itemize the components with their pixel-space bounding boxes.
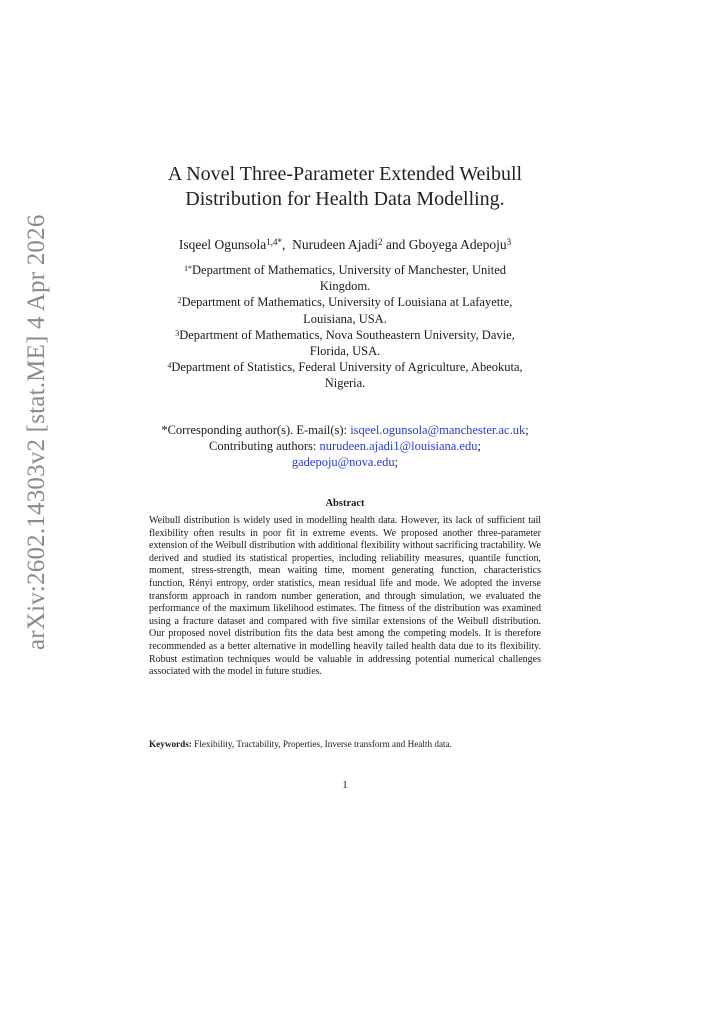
abstract-heading: Abstract (325, 498, 365, 509)
affiliation-item (110, 359, 580, 391)
author-name: Gboyega Adepoju (408, 237, 507, 252)
affiliation-mark: 1* (184, 264, 192, 273)
contributing-line (110, 454, 580, 470)
affiliation-mark: 3 (175, 328, 180, 338)
affiliation-line: Kingdom. (319, 279, 371, 294)
title-line-1: A Novel Three-Parameter Extended Weibull (167, 163, 523, 185)
affiliation-line: Louisiana, USA. (303, 311, 387, 326)
author-name: Nurudeen Ajadi (292, 237, 378, 252)
contributing-email-link[interactable]: gadepoju@nova.edu (291, 455, 395, 470)
punctuation: ; (394, 455, 399, 470)
author-list: Isqeel Ogunsola$^{1,4*}$, Nurudeen Ajadi$^2$ and Gboyega Adepoju$^3$ (178, 237, 512, 252)
punctuation: ; (477, 439, 481, 454)
contributing-line (110, 438, 580, 454)
title-line-2: Distribution for Health Data Modelling. (185, 188, 505, 210)
keywords-line (149, 738, 549, 750)
corresponding-author-block (110, 422, 580, 471)
affiliation-line: Florida, USA. (309, 344, 381, 359)
affiliation-item (110, 262, 580, 294)
author-affiliation-mark: 2 (377, 237, 383, 247)
affiliation-line: Department of Mathematics, University of Manchester, United (192, 263, 506, 277)
corresponding-label: *Corresponding author(s). E-mail(s): (161, 423, 348, 437)
author-affiliation-mark: 3 (506, 237, 512, 247)
page-number: 1 (342, 779, 348, 791)
corresponding-line (110, 422, 580, 438)
affiliation-item (110, 294, 580, 326)
affiliation-mark: 4 (167, 361, 172, 371)
punctuation: ; (525, 423, 529, 437)
affiliation-list (110, 262, 580, 392)
corresponding-email-link[interactable]: isqeel.ogunsola@manchester.ac.uk (350, 423, 526, 437)
affiliation-line: Department of Statistics, Federal University of Agriculture, Abeokuta, (171, 360, 523, 375)
author-affiliation-mark: 1,4* (266, 237, 282, 247)
keywords-label: Keywords: (149, 739, 192, 749)
affiliation-line: Department of Mathematics, Nova Southeastern University, Davie, (179, 327, 515, 342)
contributing-label: Contributing authors: (209, 439, 317, 454)
affiliation-item (110, 327, 580, 359)
arxiv-identifier-stamp: arXiv:2602.14303v2 [stat.ME] 4 Apr 2026 (23, 214, 50, 650)
affiliation-mark: 2 (177, 296, 182, 306)
affiliation-line: Nigeria. (324, 376, 366, 391)
keywords-text: Flexibility, Tractability, Properties, Inverse transform and Health data. (194, 739, 452, 749)
abstract-text: Weibull distribution is widely used in modelling health data. However, its lack of sufficient tail flexibility often results in poor fit in extreme events. We proposed another three-parameter extension of the Weibull distribution with additional flexibility without sacrificing tractability. We derived and studied its statistical properties, including reliability measures, quantile function, moment, stress-strength, mean waiting time, moment generating function, characteristics function, Rényi entropy, order statistics, mean residual life and mode. We adopted the inverse transform approach in random number generation, and through simulation, we evaluated the performance of the maximum likelihood estimates. The fitness of the distribution was examined using a fracture dataset and compared with five similar extensions of the Weibull distribution. Our proposed novel distribution fits the data best among the competing models. It is therefore recommended as a better alternative in modelling heavily tailed health data due to its flexibility. Robust estimation techniques would be valuable in addressing potential numerical challenges associated with the model in future studies. (149, 515, 541, 678)
affiliation-line: Department of Mathematics, University of Louisiana at Lafayette, (181, 295, 513, 310)
author-name: Isqeel Ogunsola (178, 237, 267, 252)
author-separator: and (385, 237, 406, 252)
paper-title (110, 162, 580, 212)
contributing-email-link[interactable]: nurudeen.ajadi1@louisiana.edu (319, 439, 478, 454)
